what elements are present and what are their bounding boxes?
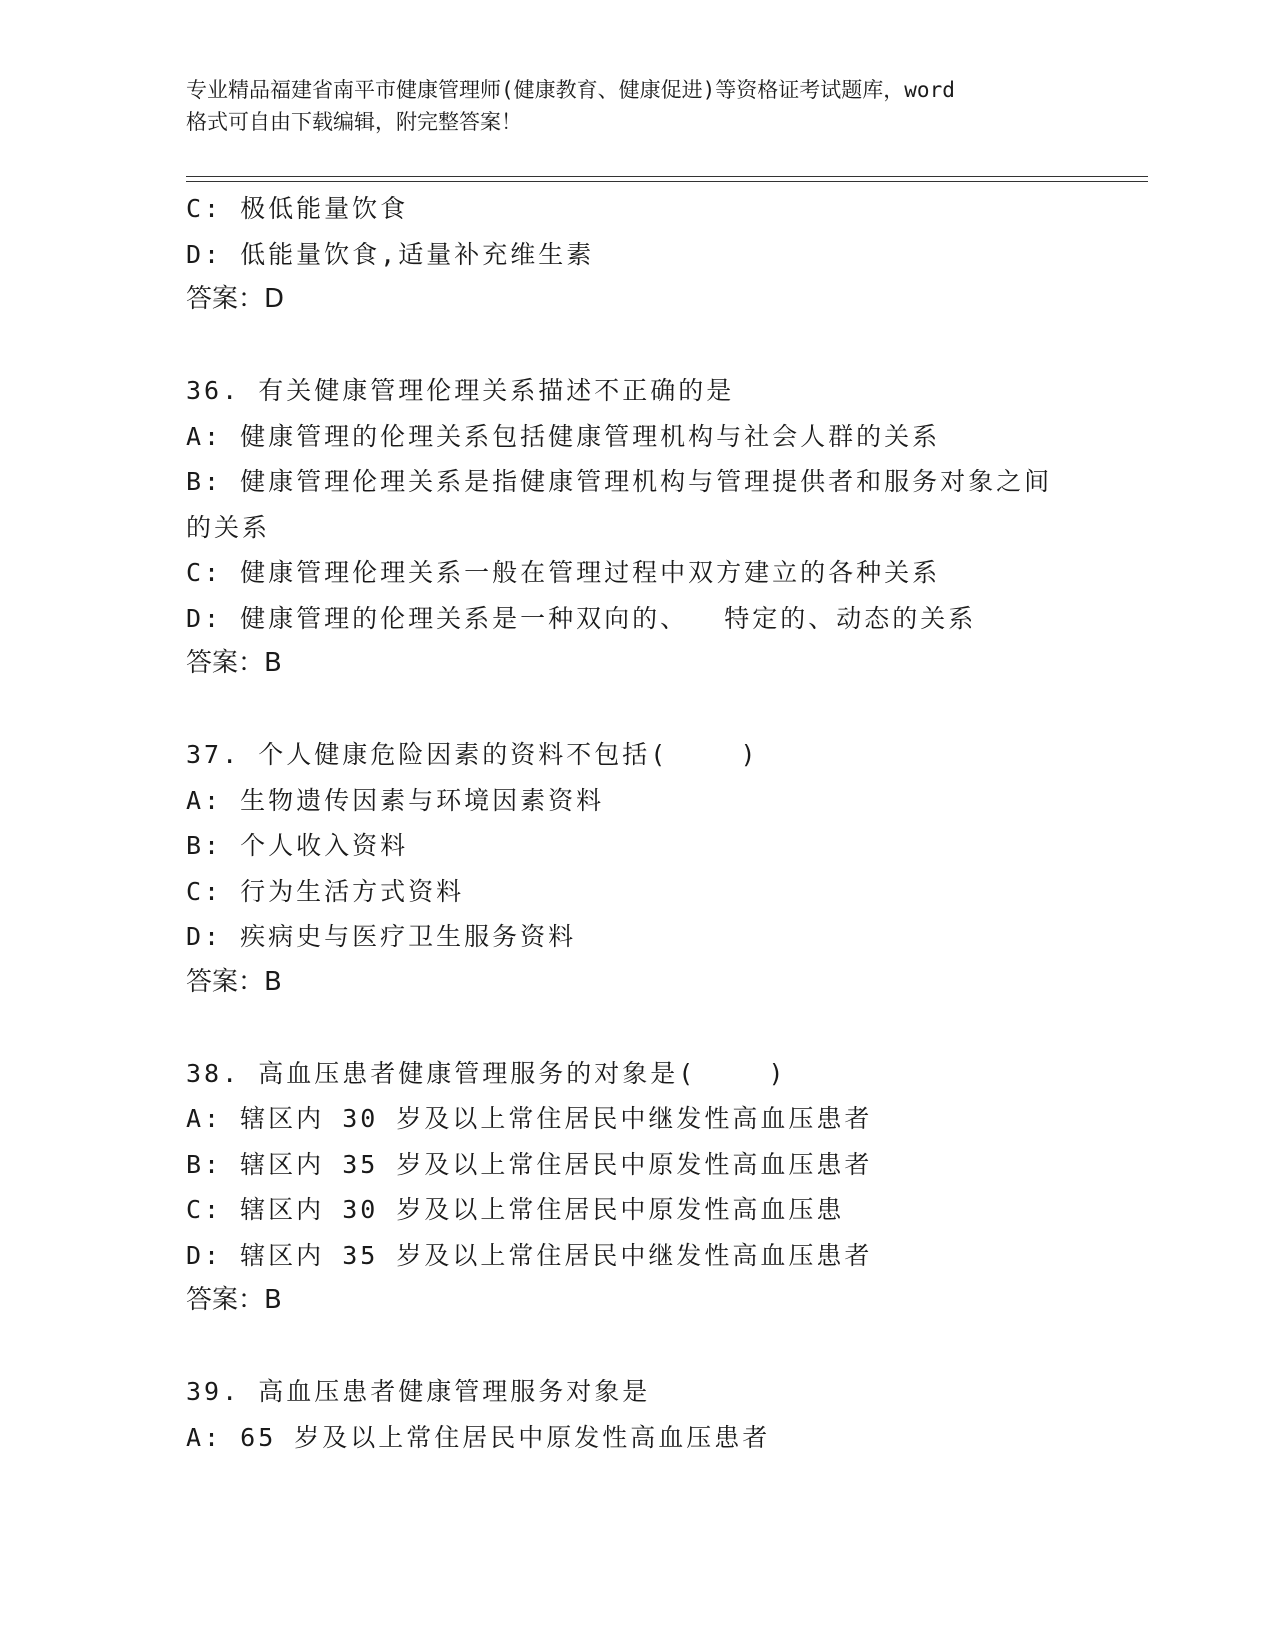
question-line: D: 辖区内 35 岁及以上常住居民中继发性高血压患者 <box>186 1240 873 1270</box>
question-block <box>186 1051 1086 1324</box>
question-block <box>186 1369 1086 1460</box>
question-line: C: 健康管理伦理关系一般在管理过程中双方建立的各种关系 <box>186 558 941 587</box>
block-spacer <box>186 1324 1086 1370</box>
question-line: 36. 有关健康管理伦理关系描述不正确的是 <box>186 376 735 405</box>
question-line: C: 极低能量饮食 <box>186 194 409 223</box>
question-line: 39. 高血压患者健康管理服务对象是 <box>186 1377 651 1406</box>
question-line: C: 行为生活方式资料 <box>186 876 465 906</box>
question-line: B: 健康管理伦理关系是指健康管理机构与管理提供者和服务对象之间 <box>186 467 1053 496</box>
question-line: D: 疾病史与医疗卫生服务资料 <box>186 922 577 951</box>
question-list <box>186 186 1086 1460</box>
question-line: A: 65 岁及以上常住居民中原发性高血压患者 <box>186 1422 771 1452</box>
answer-line: 答案：D <box>186 284 285 314</box>
question-line: D: 健康管理的伦理关系是一种双向的、 特定的、动态的关系 <box>186 603 977 633</box>
block-spacer <box>186 323 1086 369</box>
question-block <box>186 368 1086 687</box>
question-line: B: 个人收入资料 <box>186 831 409 860</box>
answer-line: 答案：B <box>186 1285 282 1315</box>
header-divider-bottom <box>186 181 1148 182</box>
question-block <box>186 186 1086 323</box>
question-line: A: 生物遗传因素与环境因素资料 <box>186 785 605 815</box>
answer-line: 答案：B <box>186 966 282 997</box>
block-spacer <box>186 1005 1086 1051</box>
question-line: A: 辖区内 30 岁及以上常住居民中继发性高血压患者 <box>186 1104 873 1133</box>
header-line-2: 格式可自由下载编辑，附完整答案！ <box>186 110 522 134</box>
question-line: C: 辖区内 30 岁及以上常住居民中原发性高血压患 <box>186 1195 845 1224</box>
question-block <box>186 732 1086 1005</box>
question-line: D: 低能量饮食,适量补充维生素 <box>186 239 595 269</box>
document-header <box>186 74 1106 138</box>
block-spacer <box>186 687 1086 733</box>
question-line: 38. 高血压患者健康管理服务的对象是( ) <box>186 1058 787 1088</box>
question-line: A: 健康管理的伦理关系包括健康管理机构与社会人群的关系 <box>186 421 941 451</box>
question-line: 的关系 <box>186 512 271 542</box>
header-line-1: 专业精品福建省南平市健康管理师(健康教育、健康促进)等资格证考试题库，word <box>186 78 955 102</box>
header-divider-top <box>186 176 1148 177</box>
question-line: B: 辖区内 35 岁及以上常住居民中原发性高血压患者 <box>186 1149 873 1179</box>
answer-line: 答案：B <box>186 648 282 678</box>
question-line: 37. 个人健康危险因素的资料不包括( ) <box>186 740 759 769</box>
